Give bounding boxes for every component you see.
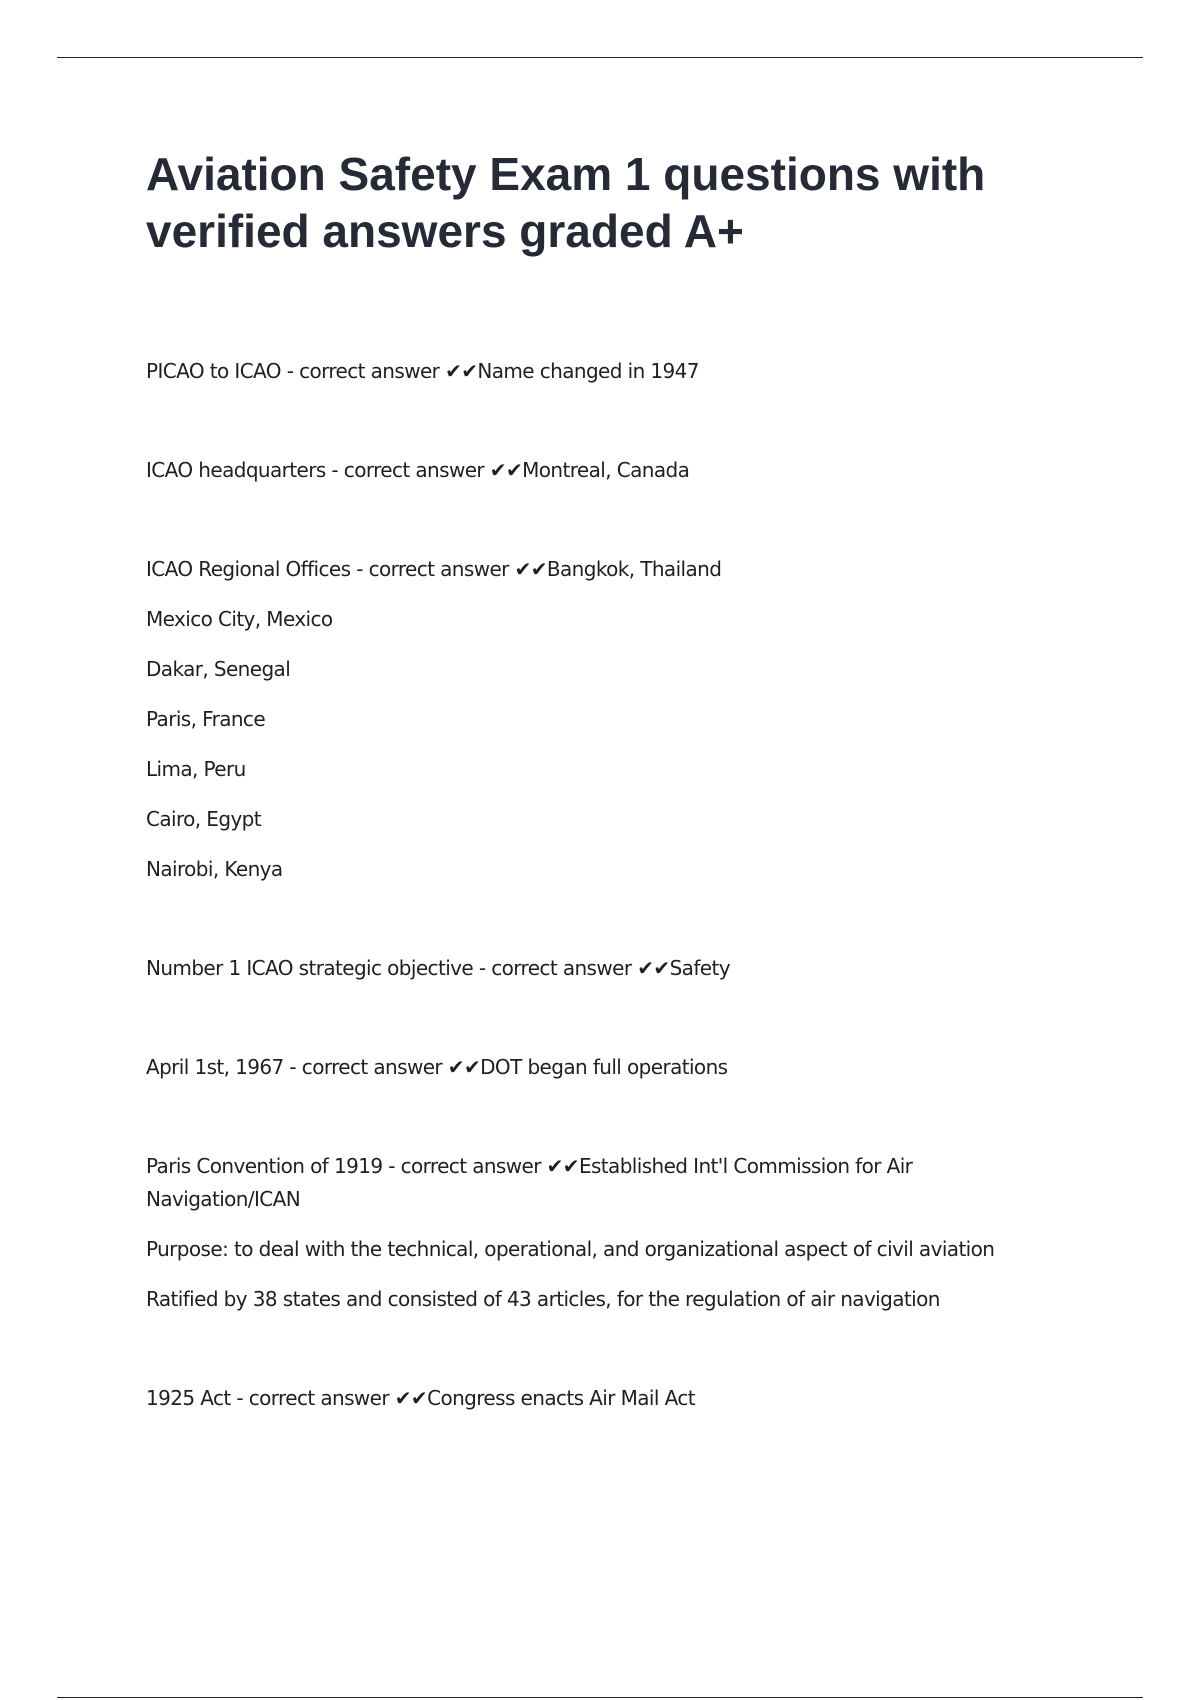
answer-continuation: Nairobi, Kenya bbox=[146, 857, 283, 881]
qa-line bbox=[146, 1150, 1046, 1216]
question-term: PICAO to ICAO bbox=[146, 359, 281, 383]
qa-line bbox=[146, 1051, 1046, 1084]
separator: - correct answer bbox=[325, 458, 490, 482]
qa-line bbox=[146, 454, 1046, 487]
answer-text: Safety bbox=[669, 956, 730, 980]
qa-list bbox=[146, 355, 1046, 1481]
separator: - correct answer bbox=[280, 359, 446, 383]
answer-continuation: Cairo, Egypt bbox=[146, 807, 262, 831]
answer-continuation: Lima, Peru bbox=[146, 757, 246, 781]
qa-entry bbox=[146, 553, 1046, 886]
answer-continuation: Mexico City, Mexico bbox=[146, 607, 333, 631]
check-icon: ✔✔ bbox=[637, 956, 670, 980]
qa-entry bbox=[146, 355, 1046, 388]
answer-continuation: Dakar, Senegal bbox=[146, 657, 291, 681]
top-rule bbox=[57, 57, 1143, 58]
separator: - correct answer bbox=[230, 1386, 395, 1410]
check-icon: ✔✔ bbox=[445, 359, 478, 383]
check-icon: ✔✔ bbox=[514, 557, 547, 581]
qa-entry bbox=[146, 952, 1046, 985]
separator: - correct answer bbox=[350, 557, 515, 581]
qa-entry bbox=[146, 1150, 1046, 1316]
answer-text: Established Int'l Commission for Air Navigation/ICAN bbox=[146, 1154, 913, 1211]
question-term: April 1st, 1967 bbox=[146, 1055, 284, 1079]
qa-entry bbox=[146, 1051, 1046, 1084]
answer-text: Bangkok, Thailand bbox=[546, 557, 722, 581]
answer-continuation: Paris, France bbox=[146, 707, 266, 731]
bottom-rule bbox=[57, 1697, 1143, 1698]
qa-line bbox=[146, 355, 1046, 388]
question-term: 1925 Act bbox=[146, 1386, 231, 1410]
check-icon: ✔✔ bbox=[447, 1055, 481, 1079]
question-term: Number 1 ICAO strategic objective bbox=[146, 956, 474, 980]
answer-text: Congress enacts Air Mail Act bbox=[427, 1386, 695, 1410]
separator: - correct answer bbox=[473, 956, 638, 980]
qa-line bbox=[146, 952, 1046, 985]
answer-text: Name changed in 1947 bbox=[477, 359, 699, 383]
question-term: ICAO headquarters bbox=[146, 458, 326, 482]
qa-entry bbox=[146, 454, 1046, 487]
answer-continuation: Ratified by 38 states and consisted of 43 articles, for the regulation of air navigation bbox=[146, 1287, 940, 1311]
answer-continuation: Purpose: to deal with the technical, operational, and organizational aspect of civil aviation bbox=[146, 1237, 995, 1261]
answer-text: Montreal, Canada bbox=[522, 458, 690, 482]
question-term: ICAO Regional Offices bbox=[146, 557, 351, 581]
answer-text: DOT began full operations bbox=[480, 1055, 728, 1079]
check-icon: ✔✔ bbox=[394, 1386, 428, 1410]
qa-line bbox=[146, 553, 1046, 586]
qa-entry bbox=[146, 1382, 1046, 1415]
document-title: Aviation Safety Exam 1 questions with verified answers graded A+ bbox=[146, 148, 986, 257]
check-icon: ✔✔ bbox=[546, 1154, 579, 1178]
separator: - correct answer bbox=[283, 1055, 448, 1079]
separator: - correct answer bbox=[382, 1154, 547, 1178]
check-icon: ✔✔ bbox=[489, 458, 523, 482]
question-term: Paris Convention of 1919 bbox=[146, 1154, 383, 1178]
qa-line bbox=[146, 1382, 1046, 1415]
